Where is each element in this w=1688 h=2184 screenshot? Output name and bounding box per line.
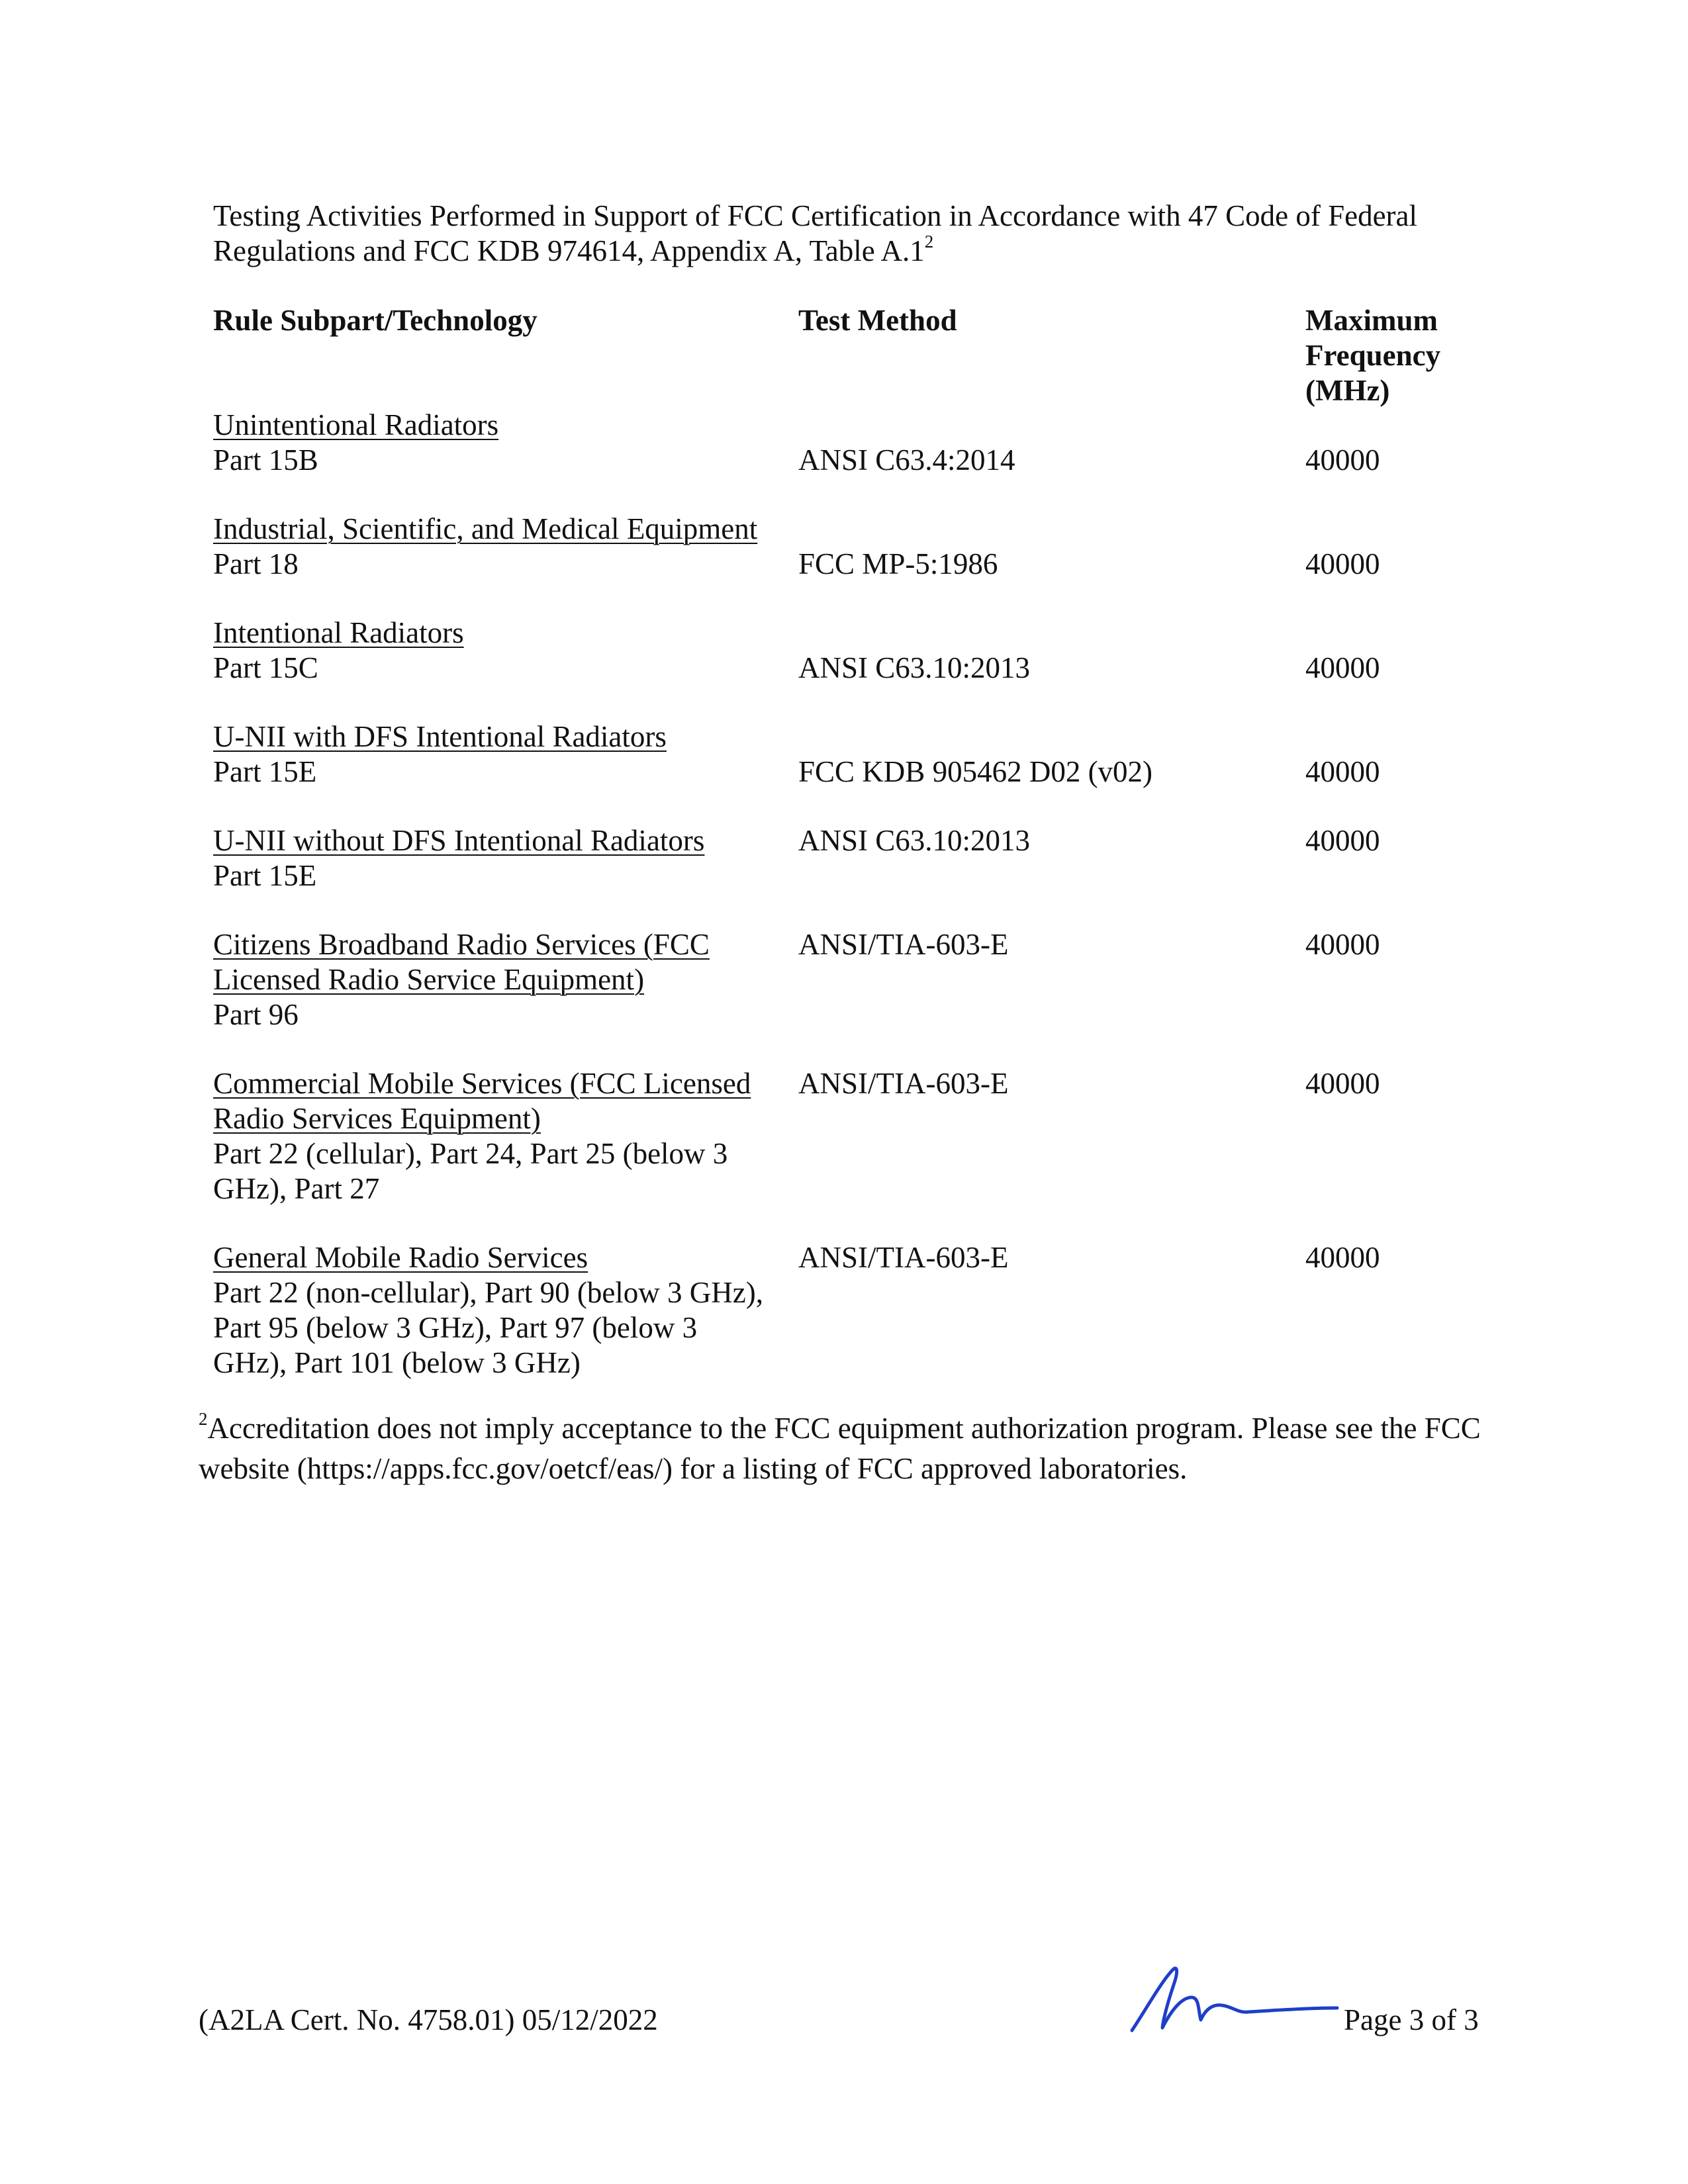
intro-text: Testing Activities Performed in Support of FCC Certification in Accordance with 47 Code of Federal Regulations and FCC KDB 974614, Appendix A, Table A.1 [213, 199, 1418, 267]
signature-image [1125, 1964, 1344, 2037]
parts-text: Part 96 [213, 998, 299, 1031]
intro-paragraph [213, 199, 1484, 269]
rule-cell [213, 823, 796, 893]
category-link: Commercial Mobile Services (FCC Licensed Radio Services Equipment) [213, 1067, 751, 1135]
parts-text: Part 15C [213, 651, 318, 684]
method-cell: ANSI/TIA-603-E [798, 928, 1009, 961]
header-test-method: Test Method [798, 304, 957, 337]
category-link: Industrial, Scientific, and Medical Equipment [213, 512, 758, 545]
parts-text: Part 15B [213, 443, 318, 477]
category-link: U-NII with DFS Intentional Radiators [213, 720, 667, 753]
method-cell: ANSI/TIA-603-E [798, 1241, 1009, 1274]
category-link: U-NII without DFS Intentional Radiators [213, 824, 705, 857]
parts-text: Part 22 (cellular), Part 24, Part 25 (below 3 GHz), Part 27 [213, 1137, 728, 1205]
rule-cell [213, 719, 796, 790]
rule-cell [213, 408, 796, 478]
rule-cell [213, 512, 796, 582]
rule-cell [213, 1240, 773, 1381]
certificate-number: (A2LA Cert. No. 4758.01) 05/12/2022 [199, 2003, 658, 2036]
frequency-cell: 40000 [1305, 651, 1380, 684]
rule-cell [213, 1066, 773, 1206]
frequency-cell: 40000 [1305, 443, 1380, 477]
page-number: Page 3 of 3 [1344, 2003, 1479, 2036]
method-cell: ANSI/TIA-603-E [798, 1067, 1009, 1100]
footnote [199, 1408, 1496, 1489]
header-max-frequency-line3: (MHz) [1305, 374, 1390, 407]
method-cell: ANSI C63.10:2013 [798, 824, 1031, 857]
intro-footnote-marker: 2 [924, 232, 934, 251]
method-cell: FCC MP-5:1986 [798, 547, 998, 580]
rule-cell [213, 927, 729, 1032]
footnote-text: Accreditation does not imply acceptance to the FCC equipment authorization program. Please see the FCC website (https://apps.fcc.gov/oetcf/eas/) for a listing of FCC approved laboratories. [199, 1412, 1481, 1485]
header-rule-subpart: Rule Subpart/Technology [213, 304, 538, 337]
category-link: Unintentional Radiators [213, 408, 499, 441]
header-max-frequency-line2: Frequency [1305, 339, 1441, 372]
header-max-frequency-line1: Maximum [1305, 304, 1438, 337]
rule-cell [213, 615, 796, 686]
category-link: Citizens Broadband Radio Services (FCC Licensed Radio Service Equipment) [213, 928, 710, 996]
parts-text: Part 15E [213, 859, 317, 892]
method-cell: ANSI C63.4:2014 [798, 443, 1015, 477]
frequency-cell: 40000 [1305, 1067, 1380, 1100]
parts-text: Part 15E [213, 755, 317, 788]
header-max-frequency [1305, 303, 1440, 408]
frequency-cell: 40000 [1305, 755, 1380, 788]
category-link: Intentional Radiators [213, 616, 464, 649]
parts-text: Part 22 (non-cellular), Part 90 (below 3 GHz), Part 95 (below 3 GHz), Part 97 (below 3 GHz), Part 101 (below 3 GHz) [213, 1276, 764, 1379]
footnote-marker: 2 [199, 1409, 208, 1429]
frequency-cell: 40000 [1305, 1241, 1380, 1274]
method-cell: FCC KDB 905462 D02 (v02) [798, 755, 1153, 788]
method-cell: ANSI C63.10:2013 [798, 651, 1031, 684]
frequency-cell: 40000 [1305, 824, 1380, 857]
parts-text: Part 18 [213, 547, 299, 580]
frequency-cell: 40000 [1305, 547, 1380, 580]
frequency-cell: 40000 [1305, 928, 1380, 961]
category-link: General Mobile Radio Services [213, 1241, 588, 1274]
